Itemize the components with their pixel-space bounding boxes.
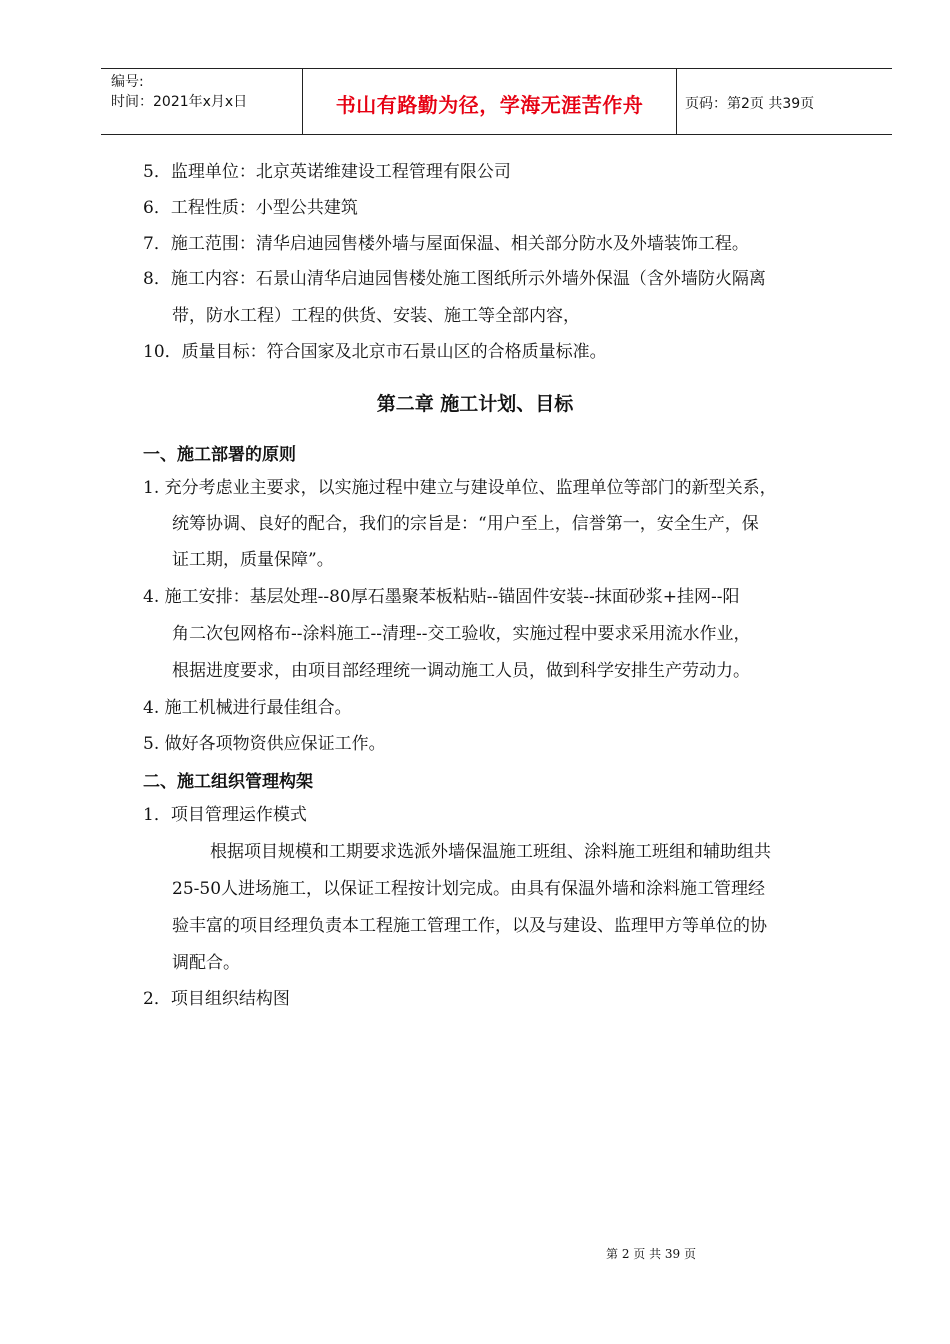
list-item: 10．质量目标：符合国家及北京市石景山区的合格质量标准。 [143, 342, 607, 362]
paragraph-line: 4. 施工安排：基层处理--80厚石墨聚苯板粘贴--锚固件安装--抹面砂浆+挂网--阳 [143, 587, 740, 607]
paragraph-line: 1．项目管理运作模式 [143, 805, 307, 825]
page-header [101, 68, 892, 135]
number-label: 编号: [111, 74, 144, 90]
list-item: 6．工程性质：小型公共建筑 [143, 198, 358, 218]
paragraph-line: 25-50人进场施工，以保证工程按计划完成。由具有保温外墙和涂料施工管理经 [172, 879, 766, 899]
section-heading: 二、施工组织管理构架 [143, 772, 313, 792]
paragraph-line: 4. 施工机械进行最佳组合。 [143, 698, 352, 718]
list-item: 8．施工内容：石景山清华启迪园售楼处施工图纸所示外墙外保温（含外墙防火隔离 [143, 269, 766, 289]
paragraph-line: 2．项目组织结构图 [143, 989, 290, 1009]
paragraph-line: 根据进度要求，由项目部经理统一调动施工人员，做到科学安排生产劳动力。 [172, 661, 750, 681]
chapter-title: 第二章 施工计划、目标 [376, 393, 574, 415]
page-footer: 第 2 页 共 39 页 [606, 1247, 696, 1261]
paragraph-line: 调配合。 [172, 953, 240, 973]
paragraph-line: 根据项目规模和工期要求选派外墙保温施工班组、涂料施工班组和辅助组共 [210, 842, 771, 862]
paragraph-line: 证工期，质量保障”。 [172, 550, 334, 570]
paragraph-line: 验丰富的项目经理负责本工程施工管理工作，以及与建设、监理甲方等单位的协 [172, 916, 767, 936]
list-item: 7．施工范围：清华启迪园售楼外墙与屋面保温、相关部分防水及外墙装饰工程。 [143, 234, 749, 254]
time-label: 时间：2021年x月x日 [111, 94, 248, 110]
section-heading: 一、施工部署的原则 [143, 445, 296, 465]
header-motto: 书山有路勤为径，学海无涯苦作舟 [335, 93, 644, 117]
paragraph-line: 1. 充分考虑业主要求，以实施过程中建立与建设单位、监理单位等部门的新型关系， [143, 478, 777, 498]
header-meta [111, 72, 247, 112]
list-item: 5．监理单位：北京英诺维建设工程管理有限公司 [143, 162, 511, 182]
paragraph-line: 统筹协调、良好的配合，我们的宗旨是：“用户至上，信誉第一，安全生产，保 [172, 514, 759, 534]
header-page-label: 页码：第2页 共39页 [685, 96, 815, 112]
paragraph-line: 角二次包网格布--涂料施工--清理--交工验收，实施过程中要求采用流水作业， [172, 624, 751, 644]
list-item-continuation: 带，防水工程）工程的供货、安装、施工等全部内容， [172, 306, 580, 326]
header-divider [676, 69, 677, 134]
paragraph-line: 5. 做好各项物资供应保证工作。 [143, 734, 386, 754]
